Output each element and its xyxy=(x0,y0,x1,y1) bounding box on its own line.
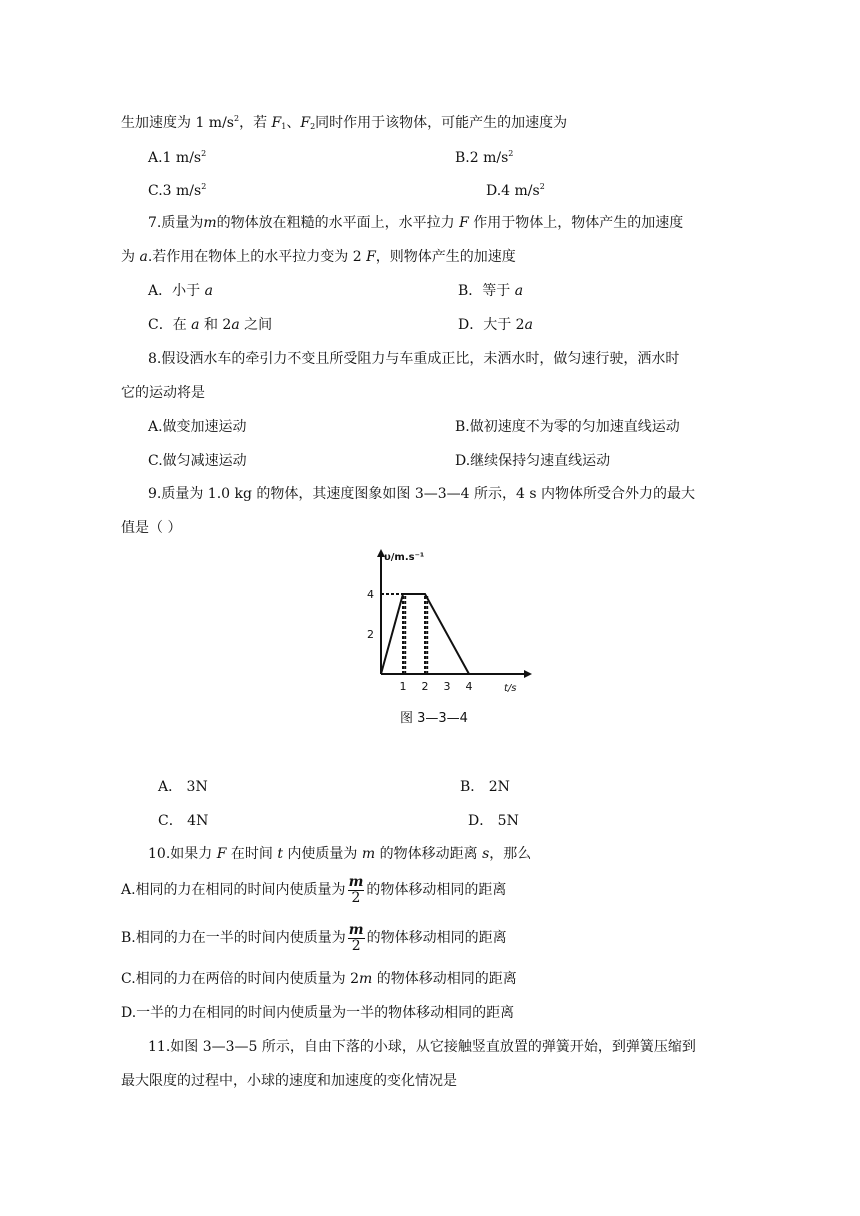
var-s: s xyxy=(482,846,490,862)
option-label: C.3 m/s xyxy=(148,183,202,199)
q7-option-c xyxy=(148,318,272,332)
q8-option-b: B.做初速度不为零的匀加速直线运动 xyxy=(455,419,680,435)
q8-option-d: D.继续保持匀速直线运动 xyxy=(455,453,611,469)
q6-option-d xyxy=(486,183,545,198)
var-a: a xyxy=(204,283,213,299)
q6-text: 生加速度为 1 m/s xyxy=(121,115,234,131)
q7-text: 的物体放在粗糙的水平面上，水平拉力 xyxy=(216,215,460,231)
q7-option-b xyxy=(458,284,523,298)
var-F: F xyxy=(271,115,282,131)
q7-text: 作用于物体上，物体产生的加速度 xyxy=(468,215,684,231)
q10-text: 内使质量为 xyxy=(282,846,362,862)
var-m: m xyxy=(203,215,217,231)
option-label: A.1 m/s xyxy=(148,150,202,166)
q8-option-a: A.做变加速运动 xyxy=(148,419,247,435)
option-text: 的物体移动相同的距离 xyxy=(366,930,507,946)
q6-option-c xyxy=(148,183,206,198)
q9-option-b: B． 2N xyxy=(460,779,510,795)
option-sup: 2 xyxy=(201,182,207,191)
q9-stem-line2: 值是（ ） xyxy=(121,520,182,536)
option-text: 的物体移动相同的距离 xyxy=(366,882,507,898)
velocity-time-graph xyxy=(352,548,532,698)
y-axis-label: υ/m.s⁻¹ xyxy=(384,552,425,563)
var-a: a xyxy=(524,317,533,333)
y-tick-label: 4 xyxy=(367,588,374,601)
q10-option-d: D.一半的力在相同的时间内使质量为一半的物体移动相同的距离 xyxy=(121,1005,515,1021)
q7-text: ，则物体产生的加速度 xyxy=(375,249,516,265)
q9-option-a: A． 3N xyxy=(158,779,208,795)
q9-stem-line1: 9.质量为 1.0 kg 的物体，其速度图象如图 3—3—4 所示，4 s 内物体所受合外力的最大 xyxy=(148,486,696,502)
chart-axes xyxy=(377,549,532,678)
option-label: D.4 m/s xyxy=(486,183,540,199)
y-tick-label: 2 xyxy=(367,628,374,641)
var-F: F xyxy=(366,249,376,265)
q10-option-c xyxy=(121,972,517,986)
fraction-denominator: 2 xyxy=(351,889,361,906)
option-text: B.相同的力在一半的时间内使质量为 xyxy=(121,930,346,946)
option-text: A．小于 xyxy=(148,283,205,299)
var-F: F xyxy=(300,115,311,131)
q10-text: 的物体移动距离 xyxy=(375,846,483,862)
q6-option-b xyxy=(455,150,513,165)
q10-text: ，那么 xyxy=(489,846,532,862)
option-sup: 2 xyxy=(508,149,514,158)
q6-stem xyxy=(121,115,567,131)
option-text: C.相同的力在两倍的时间内使质量为 2 xyxy=(121,971,360,987)
var-a: a xyxy=(231,317,240,333)
q9-option-c: C． 4N xyxy=(158,813,209,829)
option-sup: 2 xyxy=(201,149,207,158)
chart-marks xyxy=(381,594,469,674)
var-a: a xyxy=(139,249,148,265)
q8-option-c: C.做匀减速运动 xyxy=(148,453,247,469)
option-sup: 2 xyxy=(539,182,545,191)
fraction-m-over-2 xyxy=(348,875,365,906)
q9-option-d: D． 5N xyxy=(468,813,519,829)
q6-text: ，若 xyxy=(239,115,272,131)
option-text: 的物体移动相同的距离 xyxy=(372,971,517,987)
q10-text: 在时间 xyxy=(226,846,278,862)
var-m: m xyxy=(359,971,373,987)
option-text: D．大于 2 xyxy=(458,317,525,333)
q8-stem-line1: 8.假设洒水车的牵引力不变且所受阻力与车重成正比，未洒水时，做匀速行驶，洒水时 xyxy=(148,351,680,367)
q6-sup: 2 xyxy=(233,114,240,123)
figure-caption: 图 3—3—4 xyxy=(400,711,468,726)
q6-option-a xyxy=(148,150,206,165)
var-t: t xyxy=(277,846,283,862)
q10-stem xyxy=(148,847,531,861)
x-axis-arrow xyxy=(524,670,532,678)
fraction-numerator: m xyxy=(348,873,364,890)
x-axis-label: t/s xyxy=(504,683,517,694)
var-a: a xyxy=(191,317,200,333)
q7-option-d xyxy=(458,318,533,332)
q7-option-a xyxy=(148,284,213,298)
q7-stem-line1 xyxy=(148,216,683,230)
q7-text: .若作用在物体上的水平拉力变为 2 xyxy=(147,249,367,265)
option-text: C．在 xyxy=(148,317,192,333)
option-text: A.相同的力在相同的时间内使质量为 xyxy=(121,882,346,898)
x-tick-label: 3 xyxy=(443,680,451,693)
q10-option-a xyxy=(121,874,506,906)
q6-sub: 1 xyxy=(281,122,287,131)
q10-text: 10.如果力 xyxy=(148,846,217,862)
var-F: F xyxy=(216,846,227,862)
q6-sub: 2 xyxy=(310,122,316,131)
fraction-m-over-2 xyxy=(348,923,365,954)
q7-stem-line2 xyxy=(121,250,516,264)
var-m: m xyxy=(361,846,376,862)
option-text: 之间 xyxy=(239,317,273,333)
q6-text: 同时作用于该物体，可能产生的加速度为 xyxy=(315,115,568,131)
x-tick-label: 1 xyxy=(399,680,407,693)
option-label: B.2 m/s xyxy=(455,150,509,166)
q11-stem-line1: 11.如图 3—3—5 所示，自由下落的小球，从它接触竖直放置的弹簧开始，到弹簧压缩到 xyxy=(148,1039,696,1055)
q6-text: 、 xyxy=(286,115,301,131)
q7-text: 7.质量为 xyxy=(148,215,204,231)
q8-stem-line2: 它的运动将是 xyxy=(121,385,205,401)
x-tick-label: 4 xyxy=(465,680,473,693)
fraction-numerator: m xyxy=(348,921,364,938)
var-F: F xyxy=(459,215,469,231)
q10-option-b xyxy=(121,922,507,954)
q7-text: 为 xyxy=(121,249,140,265)
option-text: B．等于 xyxy=(458,283,515,299)
fraction-denominator: 2 xyxy=(351,937,361,954)
option-text: 和 2 xyxy=(199,317,232,333)
q11-stem-line2: 最大限度的过程中，小球的速度和加速度的变化情况是 xyxy=(121,1073,457,1089)
var-a: a xyxy=(514,283,524,299)
x-tick-label: 2 xyxy=(421,680,429,693)
